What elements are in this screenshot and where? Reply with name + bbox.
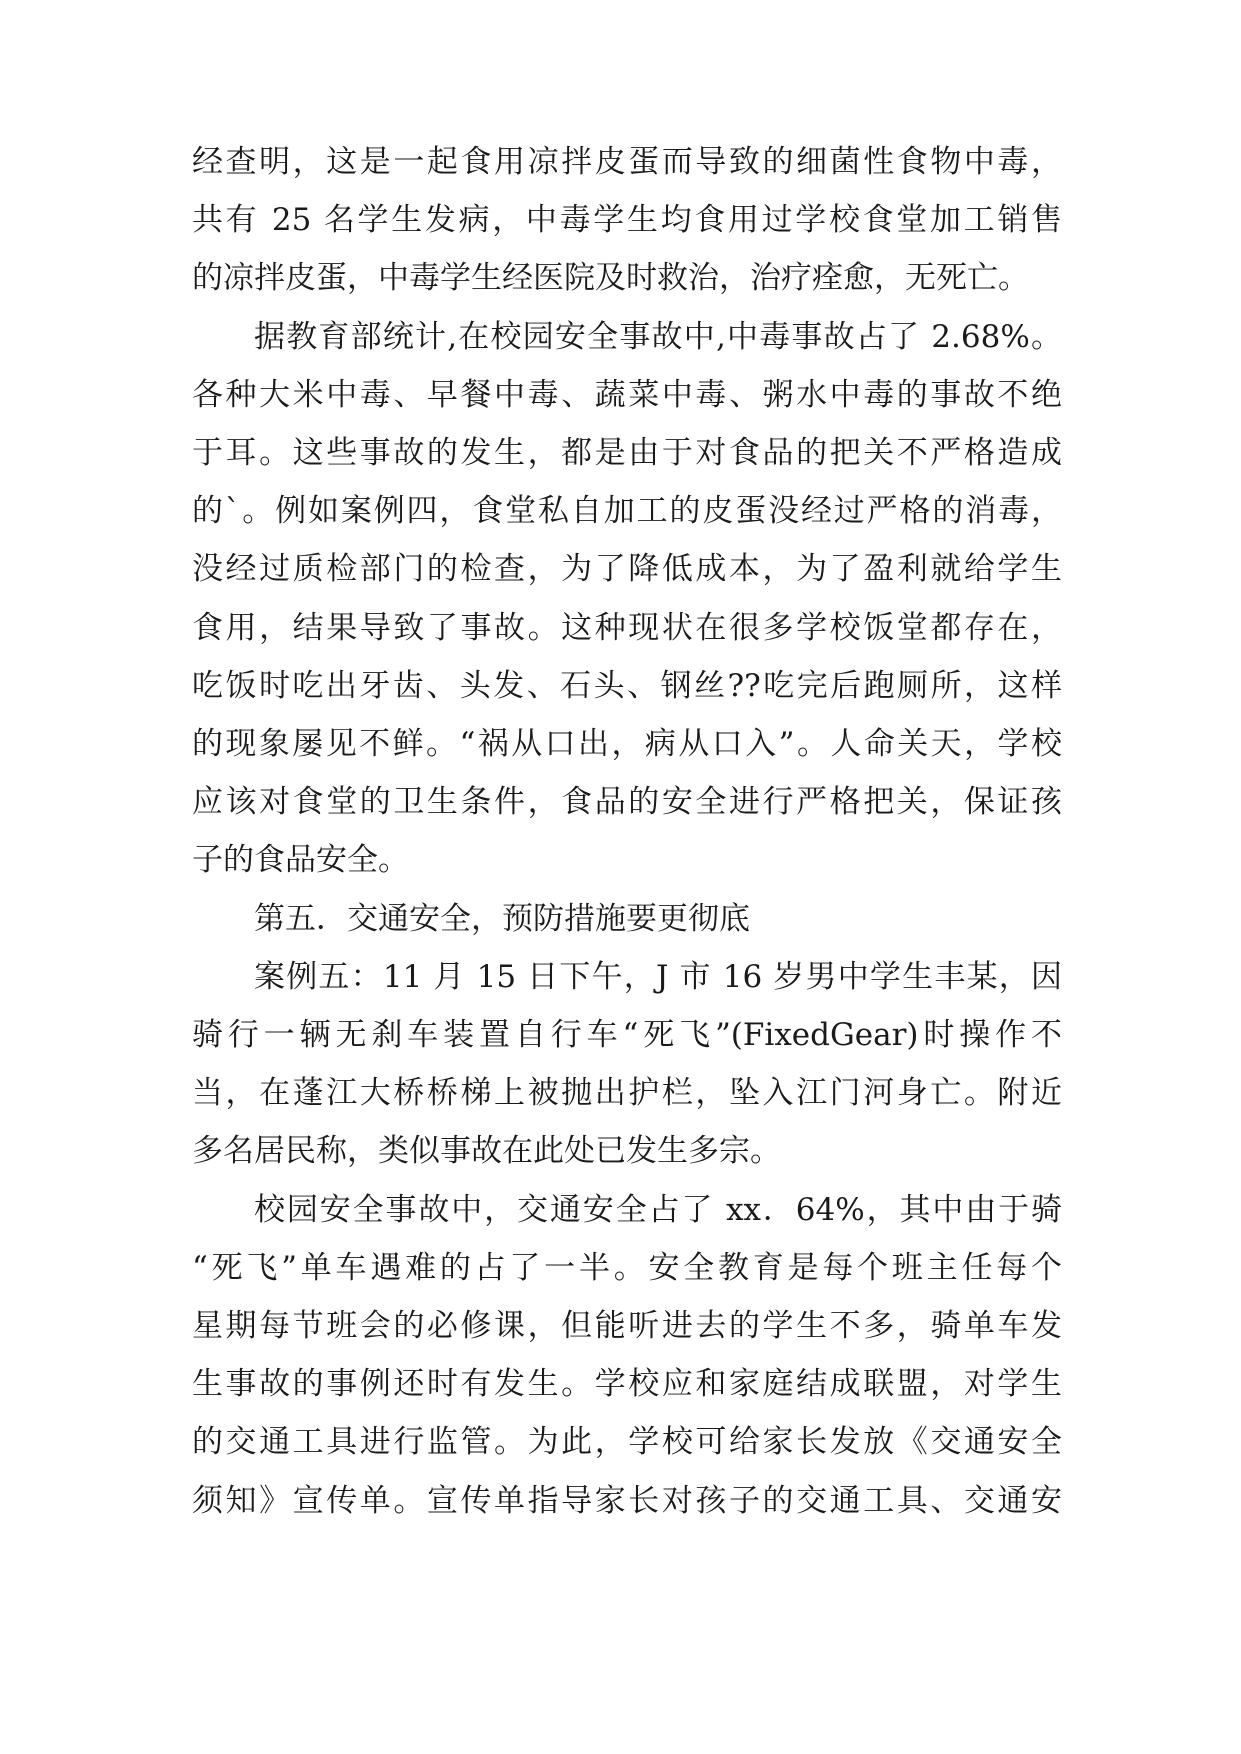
text-line: 星期每节班会的必修课，但能听进去的学生不多，骑单车发 — [192, 1308, 1062, 1344]
text-line: 第五．交通安全，预防措施要更彻底 — [254, 900, 750, 937]
text-line: 应该对食堂的卫生条件，食品的安全进行严格把关，保证孩 — [192, 784, 1062, 821]
text-line: “死飞”单车遇难的占了一半。安全教育是每个班主任每个 — [192, 1249, 1062, 1286]
text-line: 骑行一辆无刹车装置自行车“死飞”(FixedGear)时操作不 — [192, 1017, 1062, 1053]
text-line: 的`。例如案例四，食堂私自加工的皮蛋没经过严格的消毒， — [192, 493, 1062, 530]
text-line: 据教育部统计,在校园安全事故中,中毒事故占了 2.68%。 — [254, 318, 1062, 355]
text-line: 吃饭时吃出牙齿、头发、石头、钢丝??吃完后跑厕所，这样 — [192, 667, 1062, 704]
text-line: 食用，结果导致了事故。这种现状在很多学校饭堂都存在， — [192, 609, 1062, 646]
text-line: 没经过质检部门的检查，为了降低成本，为了盈利就给学生 — [192, 551, 1062, 588]
text-line: 的现象屡见不鲜。“祸从口出，病从口入”。人命关天，学校 — [192, 726, 1062, 762]
text-line: 的交通工具进行监管。为此，学校可给家长发放《交通安全 — [192, 1424, 1062, 1461]
text-line: 须知》宣传单。宣传单指导家长对孩子的交通工具、交通安 — [192, 1482, 1062, 1519]
text-line: 各种大米中毒、早餐中毒、蔬菜中毒、粥水中毒的事故不绝 — [192, 376, 1062, 413]
text-line: 于耳。这些事故的发生，都是由于对食品的把关不严格造成 — [192, 435, 1062, 471]
text-line: 生事故的事例还时有发生。学校应和家庭结成联盟，对学生 — [192, 1366, 1062, 1403]
text-line: 的凉拌皮蛋，中毒学生经医院及时救治，治疗痊愈，无死亡。 — [192, 260, 1029, 297]
text-line: 校园安全事故中，交通安全占了 xx．64%，其中由于骑 — [254, 1191, 1062, 1228]
text-line: 当，在蓬江大桥桥梯上被抛出护栏，坠入江门河身亡。附近 — [192, 1075, 1062, 1112]
text-line: 子的食品安全。 — [192, 842, 409, 879]
text-line: 案例五：11 月 15 日下午，J 市 16 岁男中学生丰某，因 — [254, 958, 1062, 995]
text-line: 经查明，这是一起食用凉拌皮蛋而导致的细菌性食物中毒， — [192, 144, 1062, 180]
text-line: 共有 25 名学生发病，中毒学生均食用过学校食堂加工销售 — [192, 202, 1062, 239]
text-line: 多名居民称，类似事故在此处已发生多宗。 — [192, 1133, 781, 1170]
